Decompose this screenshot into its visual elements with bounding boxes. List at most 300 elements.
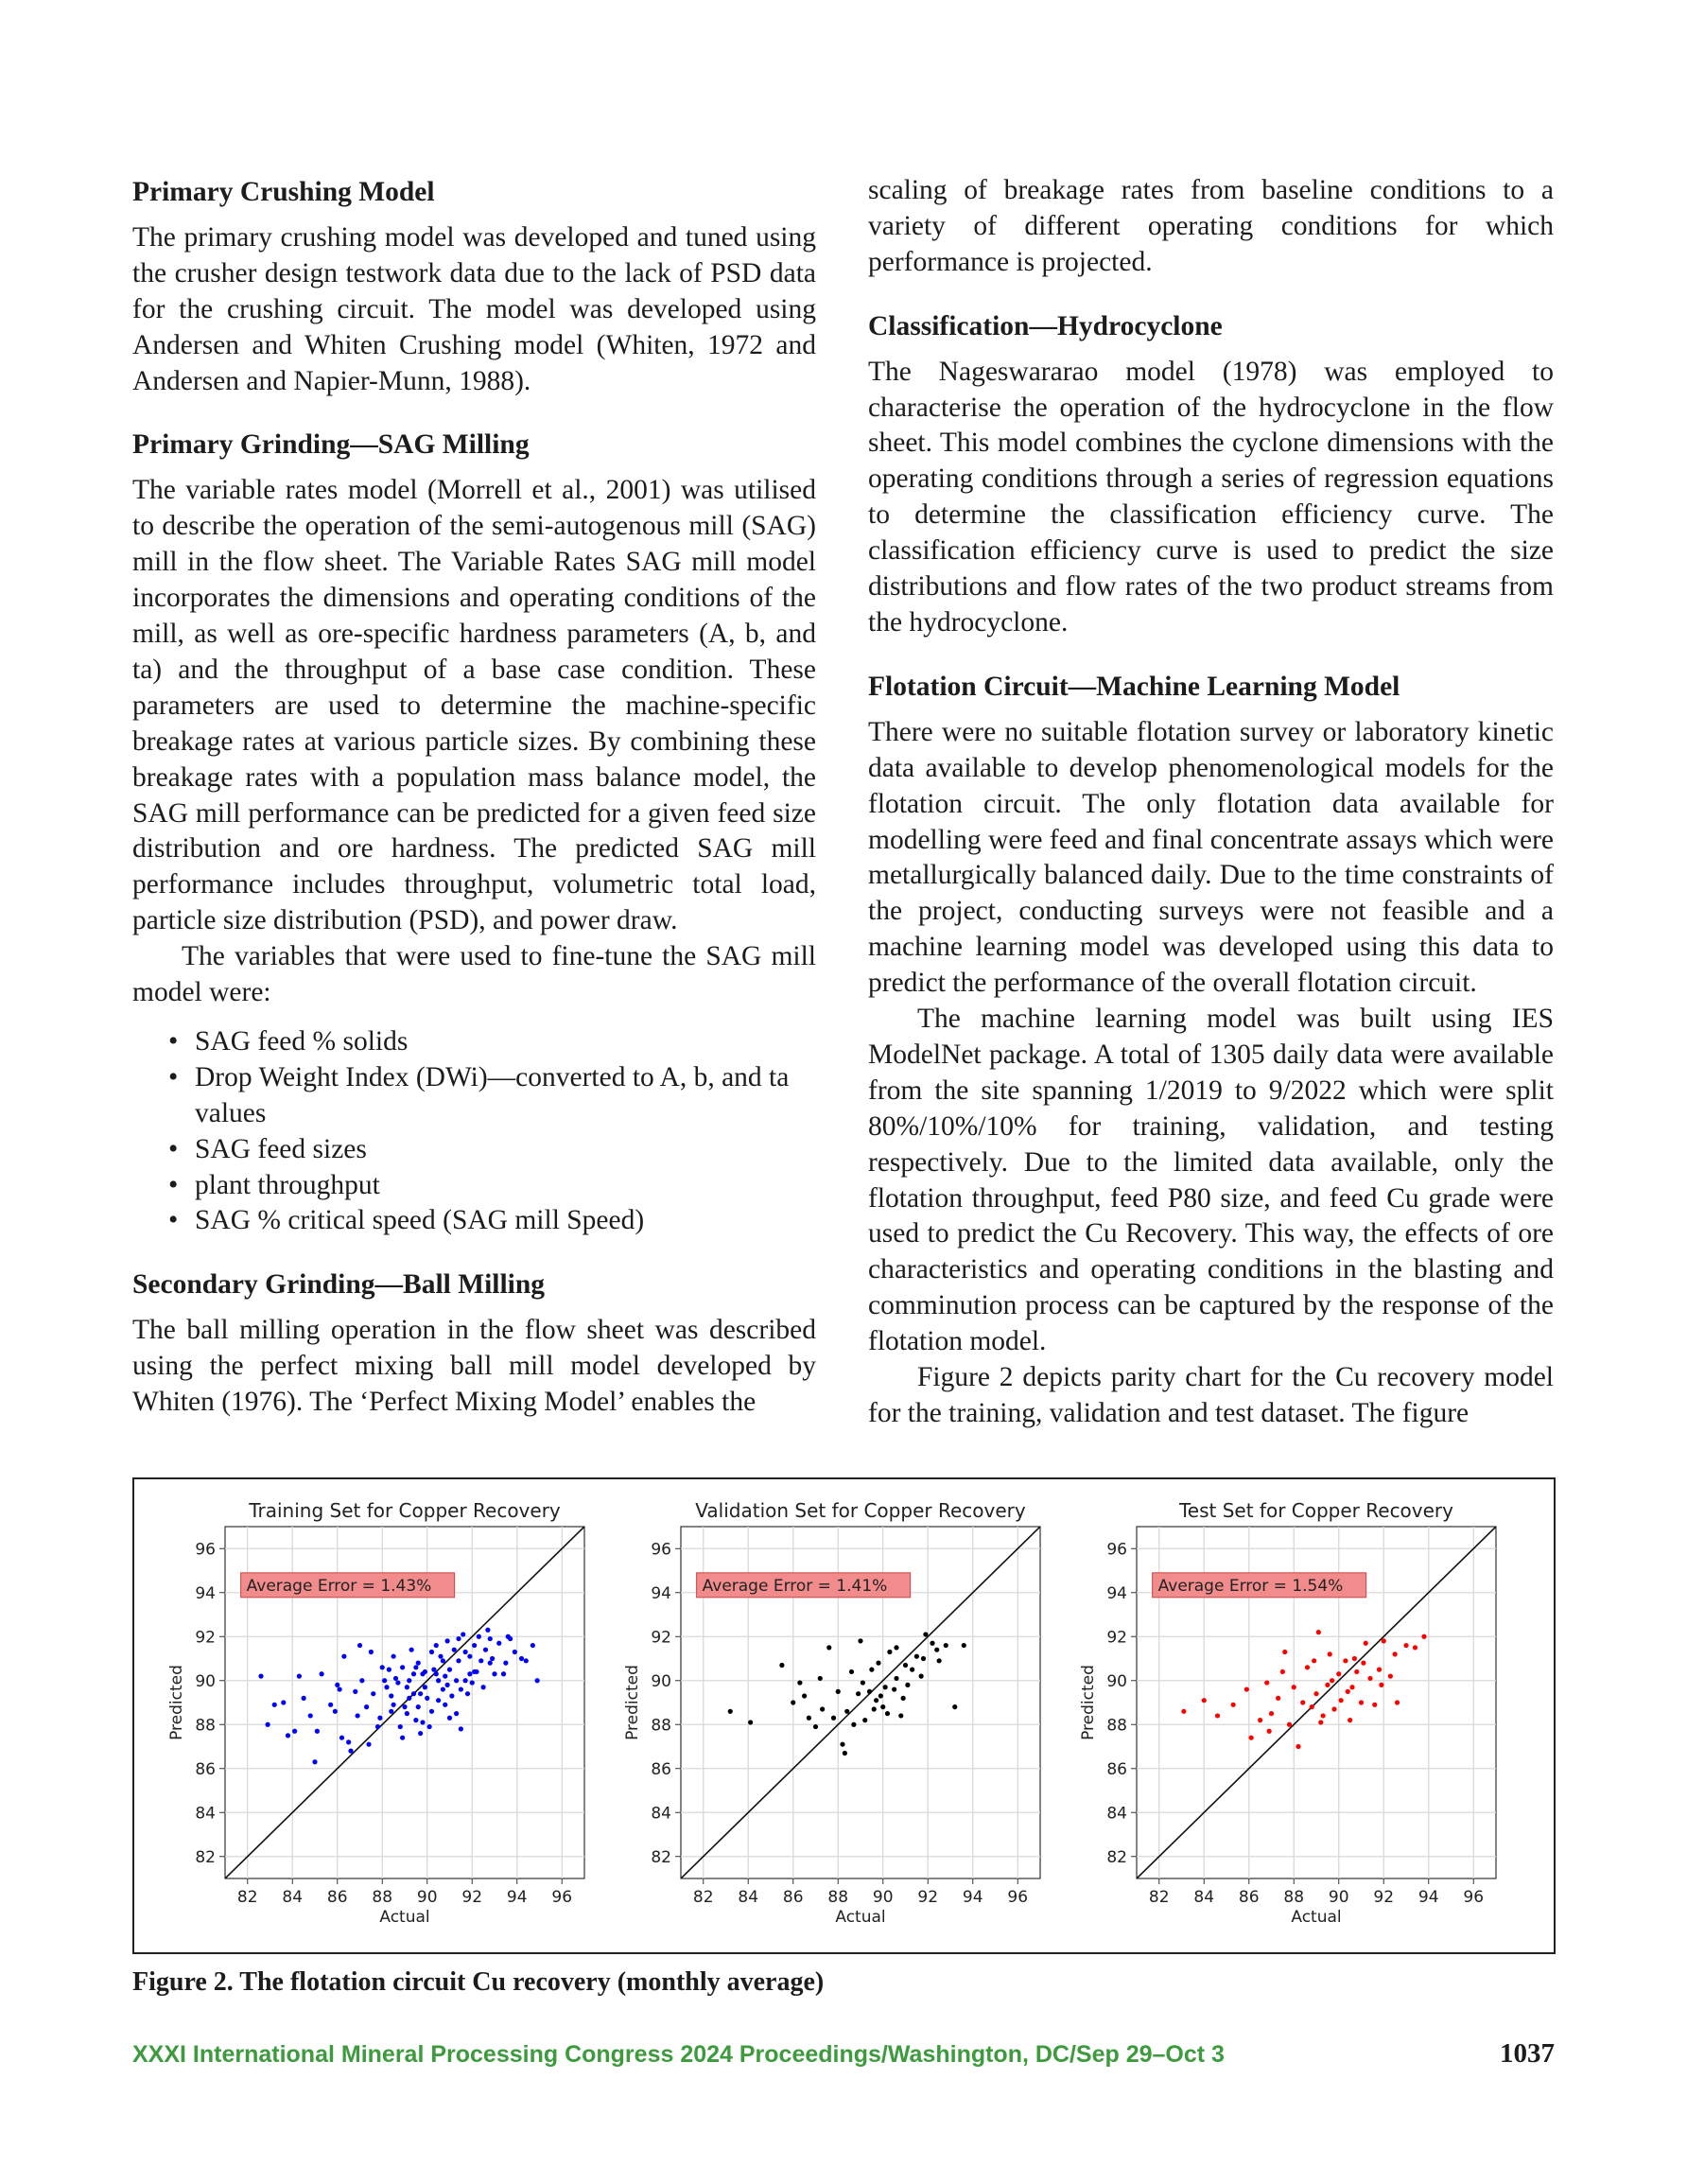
data-point xyxy=(748,1720,753,1724)
data-point xyxy=(470,1680,475,1685)
data-point xyxy=(862,1718,867,1722)
data-point xyxy=(382,1678,387,1683)
data-point xyxy=(1413,1645,1417,1650)
data-point xyxy=(898,1713,903,1718)
data-point xyxy=(831,1716,836,1721)
x-axis-label: Actual xyxy=(835,1908,886,1927)
data-point xyxy=(813,1724,818,1729)
y-tick-label: 96 xyxy=(195,1540,216,1560)
y-tick-label: 82 xyxy=(195,1847,216,1867)
data-point xyxy=(1393,1651,1398,1656)
data-point xyxy=(910,1668,914,1672)
data-point xyxy=(826,1645,831,1650)
data-point xyxy=(728,1709,733,1714)
chart-panel-2 xyxy=(623,1499,1040,1927)
x-tick-label: 92 xyxy=(917,1888,939,1907)
data-point xyxy=(364,1704,369,1709)
data-point xyxy=(1316,1630,1321,1634)
data-point xyxy=(297,1674,302,1679)
data-point xyxy=(1269,1711,1274,1716)
data-point xyxy=(328,1703,333,1707)
data-point xyxy=(1282,1650,1287,1654)
data-point xyxy=(411,1671,416,1676)
data-point xyxy=(1352,1656,1357,1661)
data-point xyxy=(483,1648,488,1652)
data-point xyxy=(429,1650,434,1654)
list-item: • SAG feed sizes xyxy=(168,1132,816,1168)
y-axis-label: Predicted xyxy=(1079,1665,1098,1740)
paragraph-flotation-1: There were no suitable flotation survey or laboratory kinetic data available to develop phenomenological models for the flotation circuit. The only flotation data available for modelling were feed and final concentrate assays which were metallurgically balanced daily. Due to the time constraints of the project, conducting surveys were not feasible and a machine learning model was developed using this data to predict the performance of the overall flotation circuit. xyxy=(868,716,1554,999)
data-point xyxy=(467,1671,472,1676)
y-tick-label: 90 xyxy=(1106,1671,1127,1691)
data-point xyxy=(436,1678,441,1683)
data-point xyxy=(434,1671,439,1676)
paragraph-flotation-2: The machine learning model was built using IES ModelNet package. A total of 1305 daily data were available from the site spanning 1/2019 to 9/2022 which were split 80%/10%/10% for training, validation, and testing respectively. Due to the limited data available, only the flotation throughput, feed P80 size, and feed Cu grade were used to predict the Cu Recovery. This way, the effects of ore characteristics and operating conditions in the blasting and comminution process can be captured by the response of the flotation model. xyxy=(868,1004,1554,1357)
y-tick-label: 94 xyxy=(1106,1583,1127,1603)
data-point xyxy=(861,1680,865,1685)
data-point xyxy=(488,1661,493,1666)
data-point xyxy=(1318,1720,1323,1724)
data-point xyxy=(308,1713,313,1718)
data-point xyxy=(377,1716,382,1721)
data-point xyxy=(818,1676,823,1681)
data-point xyxy=(1264,1680,1269,1685)
y-tick-label: 82 xyxy=(1106,1847,1127,1867)
data-point xyxy=(443,1674,447,1679)
data-point xyxy=(281,1700,286,1704)
data-point xyxy=(797,1680,802,1685)
data-point xyxy=(420,1720,425,1724)
y-tick-label: 94 xyxy=(195,1583,216,1603)
data-point xyxy=(387,1668,391,1672)
data-point xyxy=(320,1671,324,1676)
data-point xyxy=(405,1685,409,1689)
data-point xyxy=(779,1663,784,1668)
data-point xyxy=(887,1650,892,1654)
data-point xyxy=(1310,1704,1314,1709)
data-point xyxy=(1244,1686,1249,1691)
sag-variables-list xyxy=(132,1024,816,1239)
data-point xyxy=(454,1711,459,1716)
data-point xyxy=(858,1638,862,1643)
data-point xyxy=(391,1654,396,1659)
data-point xyxy=(413,1718,418,1722)
figure-2 xyxy=(132,1477,1556,1954)
data-point xyxy=(874,1698,878,1703)
data-point xyxy=(375,1724,380,1729)
data-point xyxy=(1258,1718,1262,1722)
x-tick-label: 90 xyxy=(1328,1888,1349,1907)
y-tick-label: 92 xyxy=(195,1628,216,1648)
data-point xyxy=(456,1658,461,1663)
list-item: • Drop Weight Index (DWi)—converted to A, b, and ta values xyxy=(168,1060,816,1132)
data-point xyxy=(914,1654,919,1659)
data-point xyxy=(1388,1674,1393,1679)
list-item: • plant throughput xyxy=(168,1168,816,1204)
data-point xyxy=(461,1632,465,1636)
list-item: • SAG % critical speed (SAG mill Speed) xyxy=(168,1203,816,1239)
data-point xyxy=(463,1678,468,1683)
paragraph-flotation-3: Figure 2 depicts parity chart for the Cu recovery model for the training, validation and test dataset. The figure xyxy=(868,1362,1554,1428)
data-point xyxy=(465,1691,470,1696)
data-point xyxy=(1349,1685,1354,1689)
data-point xyxy=(844,1709,849,1714)
data-point xyxy=(921,1656,926,1661)
data-point xyxy=(405,1711,409,1716)
data-point xyxy=(1215,1713,1220,1718)
data-point xyxy=(878,1693,883,1698)
data-point xyxy=(384,1685,389,1689)
data-point xyxy=(1328,1651,1332,1656)
data-point xyxy=(885,1711,890,1716)
x-tick-label: 82 xyxy=(1148,1888,1170,1907)
data-point xyxy=(1292,1685,1296,1689)
data-point xyxy=(807,1716,811,1721)
y-tick-label: 86 xyxy=(651,1759,671,1779)
x-tick-label: 92 xyxy=(1373,1888,1395,1907)
data-point xyxy=(1331,1706,1336,1711)
data-point xyxy=(1382,1638,1386,1643)
data-point xyxy=(454,1678,459,1683)
data-point xyxy=(1346,1689,1350,1694)
data-point xyxy=(447,1668,452,1672)
data-point xyxy=(524,1658,529,1663)
heading-hydrocyclone: Classification—Hydrocyclone xyxy=(868,310,1223,341)
heading-sag-milling: Primary Grinding—SAG Milling xyxy=(132,429,530,461)
data-point xyxy=(441,1686,445,1691)
data-point xyxy=(1336,1671,1341,1676)
x-tick-label: 90 xyxy=(872,1888,894,1907)
data-point xyxy=(459,1686,463,1691)
data-point xyxy=(449,1693,454,1698)
data-point xyxy=(413,1665,418,1669)
data-point xyxy=(434,1643,439,1648)
data-point xyxy=(903,1663,908,1668)
y-tick-label: 94 xyxy=(651,1583,671,1603)
x-tick-label: 90 xyxy=(416,1888,438,1907)
y-tick-label: 86 xyxy=(1106,1759,1127,1779)
data-point xyxy=(438,1654,443,1659)
data-point xyxy=(416,1704,421,1709)
annotation-text: Average Error = 1.43% xyxy=(246,1576,432,1596)
data-point xyxy=(346,1739,351,1744)
data-point xyxy=(335,1683,339,1687)
data-point xyxy=(389,1693,393,1698)
x-tick-label: 94 xyxy=(506,1888,528,1907)
data-point xyxy=(872,1706,877,1711)
data-point xyxy=(1300,1700,1305,1704)
parity-charts xyxy=(134,1479,1554,1952)
data-point xyxy=(467,1654,472,1659)
y-tick-label: 86 xyxy=(195,1759,216,1779)
data-point xyxy=(425,1696,429,1701)
data-point xyxy=(849,1669,854,1674)
chart-title: Validation Set for Copper Recovery xyxy=(695,1499,1026,1522)
data-point xyxy=(496,1641,501,1646)
data-point xyxy=(366,1742,371,1747)
data-point xyxy=(272,1703,277,1707)
y-tick-label: 84 xyxy=(1106,1804,1127,1824)
data-point xyxy=(1267,1729,1272,1734)
x-tick-label: 86 xyxy=(782,1888,804,1907)
data-point xyxy=(380,1665,385,1669)
data-point xyxy=(395,1680,400,1685)
data-point xyxy=(369,1650,374,1654)
data-point xyxy=(513,1650,517,1654)
data-point xyxy=(258,1674,263,1679)
data-point xyxy=(459,1726,463,1731)
data-point xyxy=(905,1683,910,1687)
data-point xyxy=(1403,1643,1408,1648)
x-tick-label: 86 xyxy=(326,1888,348,1907)
data-point xyxy=(443,1703,447,1707)
data-point xyxy=(1339,1698,1344,1703)
data-point xyxy=(503,1661,508,1666)
x-tick-label: 96 xyxy=(551,1888,573,1907)
data-point xyxy=(333,1709,338,1714)
data-point xyxy=(934,1648,939,1652)
data-point xyxy=(1321,1713,1326,1718)
data-point xyxy=(867,1689,872,1694)
data-point xyxy=(843,1751,847,1756)
x-tick-label: 88 xyxy=(827,1888,849,1907)
data-point xyxy=(892,1686,896,1691)
data-point xyxy=(398,1724,403,1729)
data-point xyxy=(389,1709,393,1714)
data-point xyxy=(447,1716,452,1721)
data-point xyxy=(456,1636,461,1641)
chart-panel-1 xyxy=(167,1499,584,1927)
paragraph-sag-milling: The variable rates model (Morrell et al., 2001) was utilised to describe the operation of the semi-autogenous mill (SAG) mill in the flow sheet. The Variable Rates SAG mill model incorporates the dimensions and operating conditions of the mill, as well as ore-specific hardness parameters (A, b, and ta) and the throughput of a base case condition. These parameters are used to determine the machine-specific breakage rates at various particle sizes. By combining these breakage rates with a population mass balance model, the SAG mill performance can be predicted for a given feed size distribution and ore hardness. The predicted SAG mill performance includes throughput, volumetric total load, particle size distribution (PSD), and power draw. xyxy=(132,475,816,936)
paragraph-sag-variables: The variables that were used to fine-tune the SAG mill model were: xyxy=(132,941,816,1008)
left-column xyxy=(132,175,816,1421)
page-number: 1037 xyxy=(1500,2038,1555,2069)
data-point xyxy=(452,1648,457,1652)
data-point xyxy=(391,1703,396,1707)
data-point xyxy=(266,1722,270,1727)
data-point xyxy=(1364,1641,1368,1646)
y-tick-label: 88 xyxy=(195,1716,216,1736)
data-point xyxy=(339,1736,344,1740)
data-point xyxy=(519,1656,524,1661)
data-point xyxy=(315,1729,320,1734)
data-point xyxy=(445,1638,450,1643)
data-point xyxy=(930,1641,934,1646)
data-point xyxy=(923,1632,928,1636)
data-point xyxy=(1296,1744,1300,1749)
y-tick-label: 88 xyxy=(651,1716,671,1736)
x-tick-label: 84 xyxy=(1193,1888,1215,1907)
data-point xyxy=(338,1686,342,1691)
data-point xyxy=(1280,1669,1285,1674)
data-point xyxy=(477,1634,481,1639)
data-point xyxy=(1395,1700,1400,1704)
x-axis-label: Actual xyxy=(379,1908,430,1927)
data-point xyxy=(485,1628,490,1633)
data-point xyxy=(883,1685,888,1689)
data-point xyxy=(400,1736,405,1740)
data-point xyxy=(876,1661,880,1666)
annotation-text: Average Error = 1.54% xyxy=(1157,1576,1344,1596)
data-point xyxy=(1325,1683,1330,1687)
data-point xyxy=(820,1706,825,1711)
x-tick-label: 94 xyxy=(962,1888,983,1907)
x-tick-label: 94 xyxy=(1417,1888,1439,1907)
data-point xyxy=(1379,1683,1383,1687)
data-point xyxy=(962,1643,966,1648)
paragraph-continuation: scaling of breakage rates from baseline conditions to a variety of different operating conditions for which performance is projected. xyxy=(868,175,1554,277)
data-point xyxy=(535,1678,540,1683)
y-tick-label: 84 xyxy=(651,1804,671,1824)
x-tick-label: 84 xyxy=(282,1888,304,1907)
data-point xyxy=(411,1691,416,1696)
data-point xyxy=(1359,1700,1364,1704)
data-point xyxy=(1181,1709,1186,1714)
data-point xyxy=(836,1689,841,1694)
data-point xyxy=(357,1643,362,1648)
data-point xyxy=(312,1759,317,1764)
data-point xyxy=(1348,1718,1352,1722)
data-point xyxy=(894,1676,898,1681)
x-tick-label: 82 xyxy=(236,1888,258,1907)
data-point xyxy=(407,1696,411,1701)
data-point xyxy=(1330,1678,1334,1683)
data-point xyxy=(492,1671,496,1676)
x-tick-label: 86 xyxy=(1238,1888,1260,1907)
data-point xyxy=(937,1658,942,1663)
data-point xyxy=(292,1729,297,1734)
heading-ball-milling: Secondary Grinding—Ball Milling xyxy=(132,1269,546,1301)
chart-title: Test Set for Copper Recovery xyxy=(1178,1499,1454,1522)
x-tick-label: 88 xyxy=(1283,1888,1305,1907)
data-point xyxy=(490,1656,495,1661)
data-point xyxy=(944,1643,948,1648)
y-axis-label: Predicted xyxy=(623,1665,642,1740)
x-tick-label: 88 xyxy=(372,1888,393,1907)
data-point xyxy=(840,1742,844,1747)
data-point xyxy=(286,1733,290,1738)
data-point xyxy=(869,1668,874,1672)
data-point xyxy=(1313,1691,1318,1696)
data-point xyxy=(427,1724,432,1729)
data-point xyxy=(409,1648,414,1652)
x-tick-label: 92 xyxy=(461,1888,483,1907)
y-tick-label: 96 xyxy=(651,1540,671,1560)
x-tick-label: 84 xyxy=(738,1888,759,1907)
data-point xyxy=(1231,1703,1236,1707)
data-point xyxy=(1305,1665,1310,1669)
data-point xyxy=(1361,1661,1365,1666)
data-point xyxy=(393,1676,398,1681)
data-point xyxy=(472,1643,477,1648)
data-point xyxy=(856,1691,861,1696)
data-point xyxy=(894,1645,898,1650)
data-point xyxy=(1312,1658,1316,1663)
data-point xyxy=(530,1643,535,1648)
data-point xyxy=(359,1678,364,1683)
x-tick-label: 96 xyxy=(1007,1888,1029,1907)
data-point xyxy=(429,1709,434,1714)
data-point xyxy=(402,1704,407,1709)
data-point xyxy=(472,1669,477,1674)
paragraph-hydrocyclone: The Nageswararao model (1978) was employed to characterise the operation of the hydrocyclone in the flow sheet. This model combines the cyclone dimensions with the operating conditions through a series of regression equations to determine the classification efficiency curve. The classification efficiency curve is used to predict the size distributions and flow rates of the two product streams from the hydrocyclone. xyxy=(868,356,1554,638)
x-axis-label: Actual xyxy=(1291,1908,1342,1927)
y-tick-label: 92 xyxy=(1106,1628,1127,1648)
data-point xyxy=(416,1661,421,1666)
data-point xyxy=(371,1691,375,1696)
data-point xyxy=(802,1693,807,1698)
data-point xyxy=(1343,1658,1348,1663)
y-tick-label: 82 xyxy=(651,1847,671,1867)
data-point xyxy=(501,1671,506,1676)
data-point xyxy=(880,1704,885,1709)
data-point xyxy=(302,1696,306,1701)
data-point xyxy=(418,1691,423,1696)
list-item: • SAG feed % solids xyxy=(168,1024,816,1060)
paragraph-ball-milling: The ball milling operation in the flow sheet was described using the perfect mixing ball mill model developed by Whiten (1976). The ‘Perfect Mixing Model’ enables the xyxy=(132,1315,816,1418)
y-tick-label: 88 xyxy=(1106,1716,1127,1736)
data-point xyxy=(952,1704,957,1709)
page-footer: XXXI International Mineral Processing Congress 2024 Proceedings/Washington, DC/Sep 29–Oct 3 xyxy=(132,2041,1225,2068)
right-column xyxy=(868,173,1554,1432)
data-point xyxy=(400,1665,405,1669)
data-point xyxy=(423,1669,427,1674)
data-point xyxy=(1354,1669,1359,1674)
x-tick-label: 82 xyxy=(692,1888,714,1907)
data-point xyxy=(481,1685,486,1689)
data-point xyxy=(1421,1634,1426,1639)
y-tick-label: 90 xyxy=(195,1671,216,1691)
data-point xyxy=(851,1722,856,1727)
data-point xyxy=(441,1658,445,1663)
data-point xyxy=(431,1668,436,1672)
chart-title: Training Set for Copper Recovery xyxy=(249,1499,561,1522)
y-tick-label: 92 xyxy=(651,1628,671,1648)
data-point xyxy=(478,1658,483,1663)
data-point xyxy=(356,1713,360,1718)
data-point xyxy=(407,1678,411,1683)
data-point xyxy=(1276,1696,1280,1701)
data-point xyxy=(445,1683,450,1687)
paragraph-primary-crushing: The primary crushing model was developed and tuned using the crusher design testwork data due to the lack of PSD data for the crushing circuit. The model was developed using Andersen and Whiten Crushing model (Whiten, 1972 and Andersen and Napier-Munn, 1988). xyxy=(132,221,816,396)
data-point xyxy=(418,1731,423,1736)
data-point xyxy=(348,1749,353,1754)
data-point xyxy=(463,1650,468,1654)
data-point xyxy=(436,1698,441,1703)
data-point xyxy=(901,1696,906,1701)
data-point xyxy=(1202,1698,1207,1703)
data-point xyxy=(919,1674,924,1679)
data-point xyxy=(353,1689,357,1694)
data-point xyxy=(1287,1722,1292,1727)
data-point xyxy=(791,1700,795,1704)
data-point xyxy=(1367,1676,1372,1681)
data-point xyxy=(1377,1668,1382,1672)
y-tick-label: 84 xyxy=(195,1804,216,1824)
y-axis-label: Predicted xyxy=(167,1665,186,1740)
chart-panel-3 xyxy=(1079,1499,1496,1927)
heading-flotation: Flotation Circuit—Machine Learning Model xyxy=(868,671,1400,702)
data-point xyxy=(341,1654,346,1659)
annotation-text: Average Error = 1.41% xyxy=(702,1576,888,1596)
data-point xyxy=(506,1634,511,1639)
data-point xyxy=(423,1685,427,1689)
data-point xyxy=(1372,1703,1377,1707)
data-point xyxy=(1249,1736,1254,1740)
y-tick-label: 96 xyxy=(1106,1540,1127,1560)
data-point xyxy=(488,1636,493,1641)
y-tick-label: 90 xyxy=(651,1671,671,1691)
